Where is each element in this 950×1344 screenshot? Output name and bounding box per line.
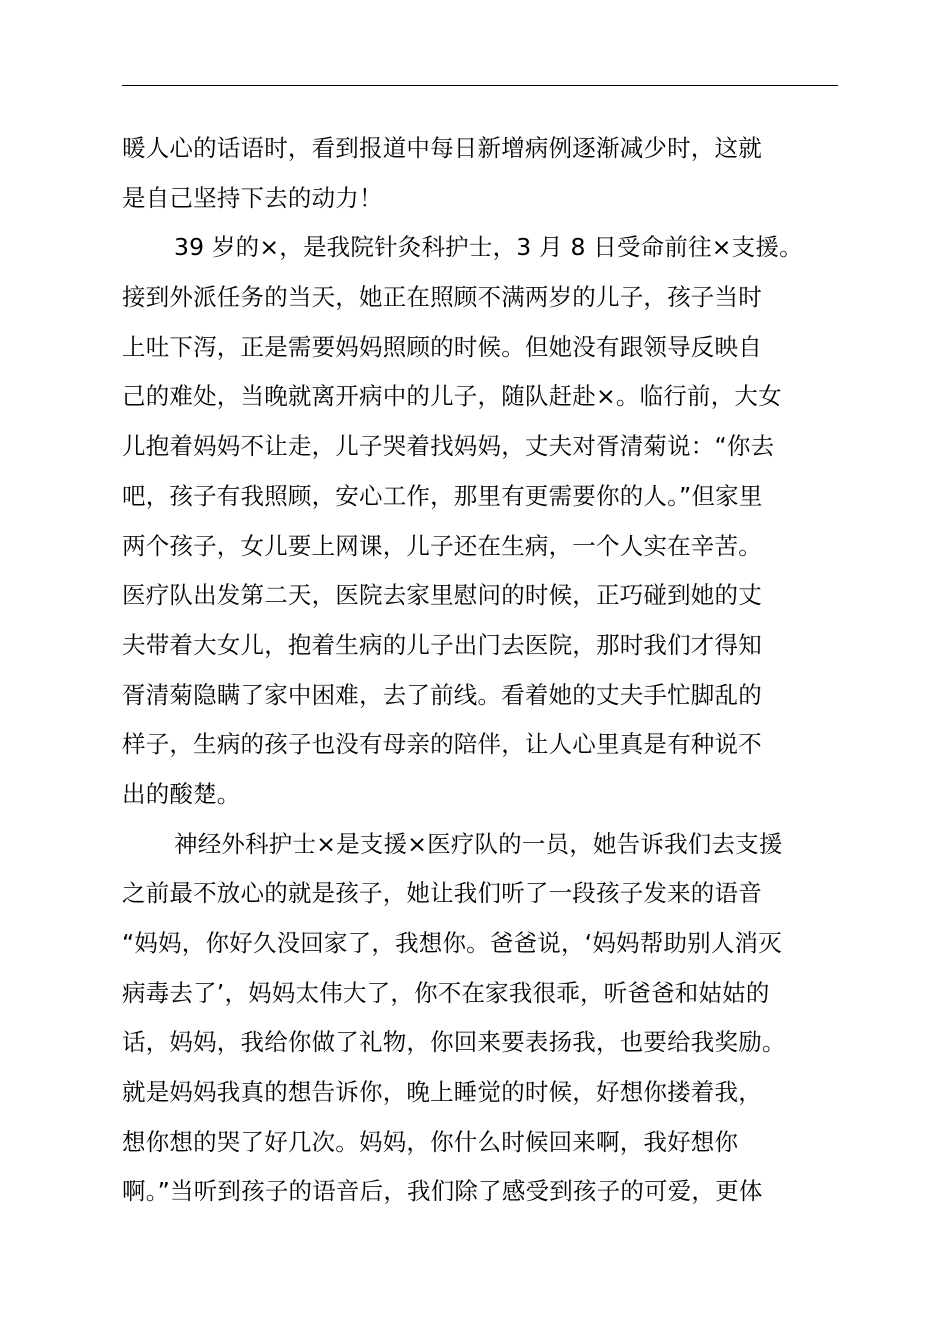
text-line: 上吐下泻，正是需要妈妈照顾的时候。但她没有跟领导反映自 [122,332,762,361]
text-line: 话，妈妈，我给你做了礼物，你回来要表扬我，也要给我奖励。 [122,1028,786,1057]
text-line: 两个孩子，女儿要上网课，儿子还在生病，一个人实在辛苦。 [122,531,762,560]
paragraph-start-line: 神经外科护士×是支援×医疗队的一员，她告诉我们去支援 [174,829,783,858]
text-line: 样子，生病的孩子也没有母亲的陪伴，让人心里真是有种说不 [122,730,762,759]
text-line: 是自己坚持下去的动力！ [122,183,383,212]
header-rule [122,85,838,86]
text-line: 暖人心的话语时，看到报道中每日新增病例逐渐减少时，这就 [122,134,762,162]
text-line: 夫带着大女儿，抱着生病的儿子出门去医院，那时我们才得知 [122,630,762,659]
text-line: 之前最不放心的就是孩子，她让我们听了一段孩子发来的语音 [122,879,762,908]
text-line: 胥清菊隐瞒了家中困难，去了前线。看着她的丈夫手忙脚乱的 [122,680,762,709]
text-line: 病毒去了’，妈妈太伟大了，你不在家我很乖，听爸爸和姑姑的 [122,978,770,1007]
paragraph-start-line: 39 岁的×，是我院针灸科护士，3 月 8 日受命前往×支援。 [174,233,803,262]
text-line: “妈妈，你好久没回家了，我想你。爸爸说，‘妈妈帮助别人消灭 [122,929,782,957]
text-line: 吧，孩子有我照顾，安心工作，那里有更需要你的人。”但家里 [122,481,763,510]
text-line: 儿抱着妈妈不让走，儿子哭着找妈妈，丈夫对胥清菊说：“你去 [122,432,775,461]
text-line: 己的难处，当晚就离开病中的儿子，随队赶赴×。临行前，大女 [122,382,782,411]
text-line: 出的酸楚。 [122,779,241,808]
text-line: 想你想的哭了好几次。妈妈，你什么时候回来啊，我好想你 [122,1127,739,1156]
text-line: 医疗队出发第二天，医院去家里慰问的时候，正巧碰到她的丈 [122,581,762,610]
text-line: 就是妈妈我真的想告诉你，晚上睡觉的时候，好想你搂着我， [122,1078,762,1107]
text-line: 啊。”当听到孩子的语音后，我们除了感受到孩子的可爱，更体 [122,1177,763,1206]
document-body [122,124,842,1217]
text-line: 接到外派任务的当天，她正在照顾不满两岁的儿子，孩子当时 [122,283,762,312]
